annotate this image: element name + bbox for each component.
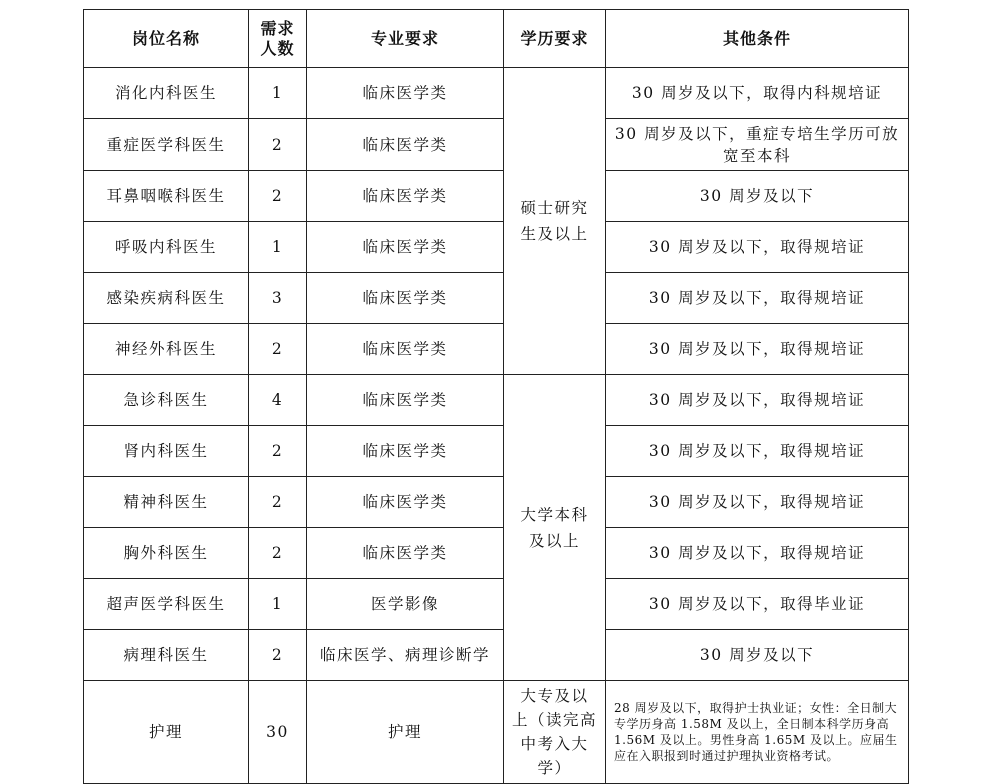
other-cell: 30 周岁及以下，取得规培证 — [606, 375, 909, 426]
position-cell: 消化内科医生 — [84, 68, 249, 119]
education-cell-bachelor: 大学本科 及以上 — [504, 375, 606, 681]
other-cell: 30 周岁及以下 — [606, 630, 909, 681]
position-cell: 感染疾病科医生 — [84, 273, 249, 324]
education-cell-college: 大专及以 上（读完高 中考入大 学） — [504, 681, 606, 784]
table-row — [84, 119, 909, 171]
count-cell: 30 — [249, 681, 307, 784]
major-cell: 临床医学类 — [307, 375, 504, 426]
recruitment-table — [83, 9, 909, 784]
position-cell: 胸外科医生 — [84, 528, 249, 579]
count-cell: 2 — [249, 171, 307, 222]
other-cell: 30 周岁及以下，取得规培证 — [606, 477, 909, 528]
position-cell: 超声医学科医生 — [84, 579, 249, 630]
count-cell: 1 — [249, 579, 307, 630]
other-cell: 30 周岁及以下，取得规培证 — [606, 426, 909, 477]
table-row — [84, 68, 909, 119]
position-cell: 病理科医生 — [84, 630, 249, 681]
table-row — [84, 222, 909, 273]
count-cell: 3 — [249, 273, 307, 324]
position-cell: 肾内科医生 — [84, 426, 249, 477]
major-cell: 临床医学类 — [307, 324, 504, 375]
other-cell: 30 周岁及以下，重症专培生学历可放 宽至本科 — [606, 119, 909, 171]
education-cell-masters: 硕士研究 生及以上 — [504, 68, 606, 375]
table-row — [84, 477, 909, 528]
major-cell: 临床医学、病理诊断学 — [307, 630, 504, 681]
other-cell: 30 周岁及以下 — [606, 171, 909, 222]
table-row — [84, 579, 909, 630]
major-cell: 临床医学类 — [307, 426, 504, 477]
other-cell: 28 周岁及以下，取得护士执业证；女性：全日制大专学历身高 1.58M 及以上，全日制本科学历身高 1.56M 及以上。男性身高 1.65M 及以上。应届生应在入职报到时通过护理执业资格考试。 — [606, 681, 909, 784]
count-cell: 1 — [249, 68, 307, 119]
count-cell: 1 — [249, 222, 307, 273]
major-cell: 护理 — [307, 681, 504, 784]
table-row — [84, 681, 909, 784]
count-cell: 2 — [249, 119, 307, 171]
position-cell: 呼吸内科医生 — [84, 222, 249, 273]
major-cell: 医学影像 — [307, 579, 504, 630]
header-major: 专业要求 — [307, 10, 504, 68]
other-cell: 30 周岁及以下，取得内科规培证 — [606, 68, 909, 119]
major-cell: 临床医学类 — [307, 171, 504, 222]
header-other: 其他条件 — [606, 10, 909, 68]
header-position: 岗位名称 — [84, 10, 249, 68]
major-cell: 临床医学类 — [307, 477, 504, 528]
major-cell: 临床医学类 — [307, 68, 504, 119]
header-count: 需求 人数 — [249, 10, 307, 68]
count-cell: 4 — [249, 375, 307, 426]
major-cell: 临床医学类 — [307, 119, 504, 171]
count-cell: 2 — [249, 426, 307, 477]
major-cell: 临床医学类 — [307, 273, 504, 324]
other-cell: 30 周岁及以下，取得规培证 — [606, 273, 909, 324]
position-cell: 急诊科医生 — [84, 375, 249, 426]
major-cell: 临床医学类 — [307, 528, 504, 579]
other-cell: 30 周岁及以下，取得规培证 — [606, 324, 909, 375]
count-cell: 2 — [249, 630, 307, 681]
position-cell: 重症医学科医生 — [84, 119, 249, 171]
count-cell: 2 — [249, 477, 307, 528]
table-row — [84, 273, 909, 324]
table-row — [84, 324, 909, 375]
position-cell: 神经外科医生 — [84, 324, 249, 375]
table-row — [84, 171, 909, 222]
header-education: 学历要求 — [504, 10, 606, 68]
table-row — [84, 426, 909, 477]
position-cell: 耳鼻咽喉科医生 — [84, 171, 249, 222]
count-cell: 2 — [249, 324, 307, 375]
table-row — [84, 630, 909, 681]
position-cell: 护理 — [84, 681, 249, 784]
major-cell: 临床医学类 — [307, 222, 504, 273]
table-header-row — [84, 10, 909, 68]
table-row — [84, 375, 909, 426]
table-row — [84, 528, 909, 579]
count-cell: 2 — [249, 528, 307, 579]
other-cell: 30 周岁及以下，取得规培证 — [606, 222, 909, 273]
other-cell: 30 周岁及以下，取得规培证 — [606, 528, 909, 579]
other-cell: 30 周岁及以下，取得毕业证 — [606, 579, 909, 630]
position-cell: 精神科医生 — [84, 477, 249, 528]
